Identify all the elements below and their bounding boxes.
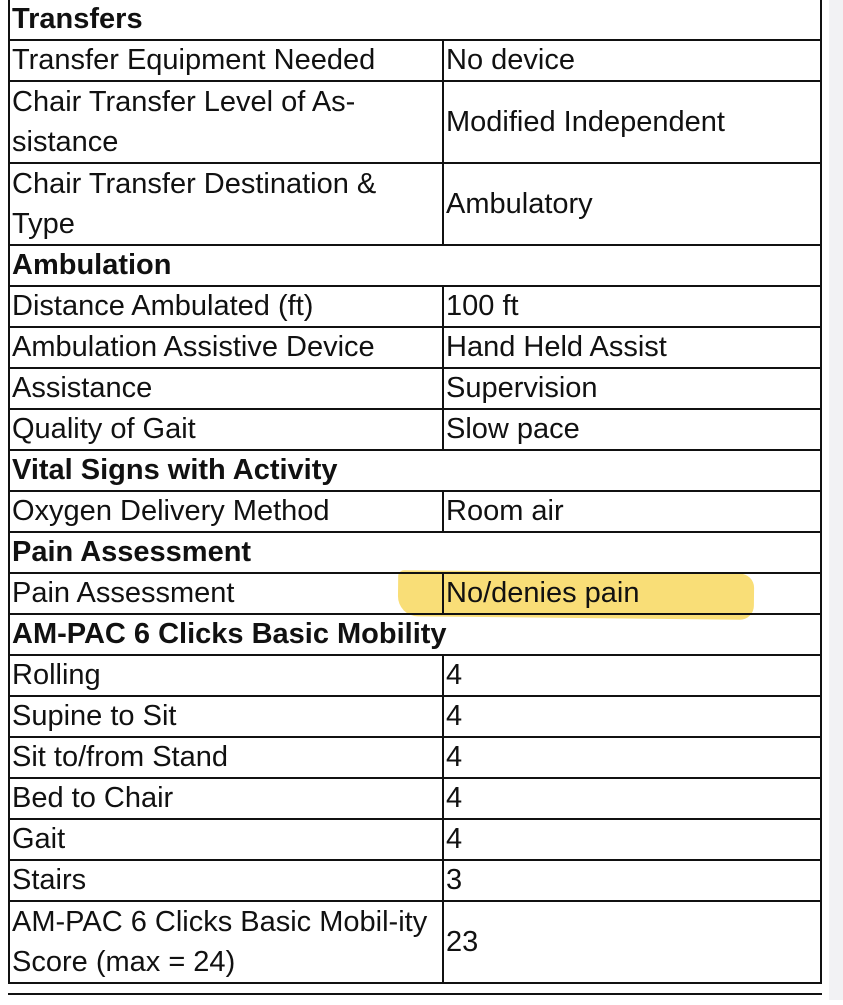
- section-header-transfers: [9, 0, 821, 40]
- row-label: Chair Transfer Destination & Type: [9, 163, 443, 245]
- table-row: [9, 778, 821, 819]
- row-label: AM-PAC 6 Clicks Basic Mobil-ity Score (max = 24): [9, 901, 443, 983]
- table-row: [9, 655, 821, 696]
- table-row: [9, 819, 821, 860]
- row-value: 23: [443, 901, 821, 983]
- section-title: Pain Assessment: [9, 532, 821, 573]
- table-row: [9, 409, 821, 450]
- table-row: [9, 368, 821, 409]
- row-label: Bed to Chair: [9, 778, 443, 819]
- row-label: Rolling: [9, 655, 443, 696]
- row-value: Slow pace: [443, 409, 821, 450]
- table-row: [9, 696, 821, 737]
- row-value: Modified Independent: [443, 81, 821, 163]
- row-label: Transfer Equipment Needed: [9, 40, 443, 81]
- row-label: Distance Ambulated (ft): [9, 286, 443, 327]
- row-value: 4: [443, 696, 821, 737]
- row-label: Pain Assessment: [9, 573, 443, 614]
- section-title: Vital Signs with Activity: [9, 450, 821, 491]
- row-label: Oxygen Delivery Method: [9, 491, 443, 532]
- row-label: Quality of Gait: [9, 409, 443, 450]
- row-value: 4: [443, 737, 821, 778]
- row-value: No device: [443, 40, 821, 81]
- row-value: Hand Held Assist: [443, 327, 821, 368]
- table-body: [9, 0, 821, 983]
- next-section-cut: [8, 993, 822, 1005]
- assessment-table: [8, 0, 822, 984]
- section-header-vital-signs-with-activity: [9, 450, 821, 491]
- row-value: Ambulatory: [443, 163, 821, 245]
- section-header-am-pac-6-clicks-basic-mobility: [9, 614, 821, 655]
- row-value: 4: [443, 655, 821, 696]
- row-value: Supervision: [443, 368, 821, 409]
- section-title: Transfers: [9, 0, 821, 40]
- row-label: Sit to/from Stand: [9, 737, 443, 778]
- table-row: [9, 737, 821, 778]
- section-title: AM-PAC 6 Clicks Basic Mobility: [9, 614, 821, 655]
- table-row: [9, 286, 821, 327]
- table-row: [9, 81, 821, 163]
- table-row: [9, 901, 821, 983]
- table-row: [9, 327, 821, 368]
- row-value: 3: [443, 860, 821, 901]
- table-row: [9, 491, 821, 532]
- table-row: [9, 860, 821, 901]
- scrollbar[interactable]: [829, 0, 843, 1000]
- row-value: 4: [443, 819, 821, 860]
- section-title: Ambulation: [9, 245, 821, 286]
- table-row: [9, 163, 821, 245]
- table-row: [9, 40, 821, 81]
- row-value: Room air: [443, 491, 821, 532]
- row-label: Supine to Sit: [9, 696, 443, 737]
- section-header-pain-assessment: [9, 532, 821, 573]
- row-label: Gait: [9, 819, 443, 860]
- row-value: 100 ft: [443, 286, 821, 327]
- section-header-ambulation: [9, 245, 821, 286]
- row-label: Assistance: [9, 368, 443, 409]
- row-value: No/denies pain: [443, 573, 821, 614]
- row-label: Ambulation Assistive Device: [9, 327, 443, 368]
- table-row: [9, 573, 821, 614]
- row-label: Stairs: [9, 860, 443, 901]
- row-value: 4: [443, 778, 821, 819]
- row-label: Chair Transfer Level of As-sistance: [9, 81, 443, 163]
